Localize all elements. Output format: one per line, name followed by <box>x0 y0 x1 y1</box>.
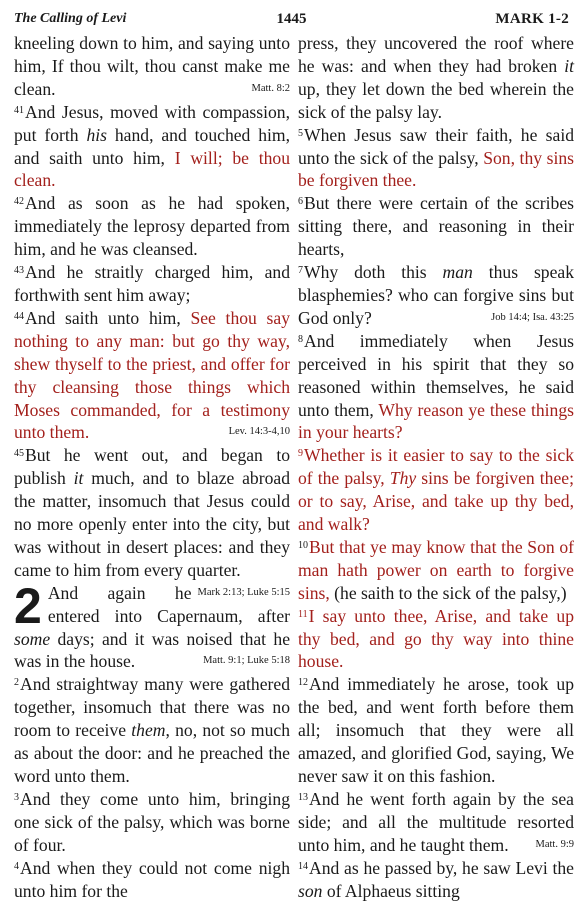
verse-text: And as soon as he had spoken, immediately the leprosy departed from him, and he was cleansed. <box>14 193 290 260</box>
verse-2-5 <box>298 124 574 193</box>
verse-number: 3 <box>14 791 19 803</box>
italic-word: it <box>564 55 574 76</box>
italic-word: it <box>73 468 84 489</box>
verse-text: But there were certain of the scribes sitting there, and reasoning in their hearts, <box>298 193 574 260</box>
italic-word: some <box>14 628 51 649</box>
verse-number: 10 <box>298 539 308 551</box>
verse-text: kneeling down to him, and saying unto him, If thou wilt, thou canst make me clean. <box>14 33 290 99</box>
verse-text: , no, not so much as about the door: and he preached the word unto them. <box>14 720 290 786</box>
verse-number: 6 <box>298 196 303 208</box>
words-of-jesus: Son, thy sins be forgiven thee. <box>298 147 575 191</box>
verse-number: 45 <box>14 448 24 460</box>
verse-number: 13 <box>298 791 308 803</box>
cross-reference: Matt. 9:9 <box>535 838 574 850</box>
words-of-jesus: But that ye may know that the Son of man hath power on earth to forgive sins, <box>298 536 574 603</box>
verse-text: press, they uncovered the roof where he was: and when they had broken <box>298 33 574 76</box>
verse-1-45 <box>14 444 290 598</box>
right-column <box>298 32 574 902</box>
verse-text: of Alphaeus sitting <box>322 880 460 901</box>
verse-number: 41 <box>14 104 24 116</box>
verse-number: 43 <box>14 265 24 277</box>
verse-number: 8 <box>298 333 303 345</box>
verse-number: 2 <box>14 677 19 689</box>
verse-1-43 <box>14 261 290 307</box>
verse-number: 4 <box>14 860 19 872</box>
verse-1-41 <box>14 101 290 193</box>
verse-text: And when they could not come nigh unto him for the <box>14 857 290 901</box>
verse-2-9 <box>298 444 574 536</box>
verse-2-7 <box>298 261 574 330</box>
italic-word: them <box>131 720 166 741</box>
verse-text: And he went forth again by the sea side; and all the multitude resorted unto him, and he taught them. <box>298 788 574 855</box>
words-of-jesus: Why reason ye these things in your hearts? <box>298 399 575 443</box>
verse-number: 14 <box>298 860 308 872</box>
verse-number: 12 <box>298 677 308 689</box>
verse-text: But he went out, and began to publish <box>14 445 290 489</box>
verse-2-4-continued <box>298 32 574 124</box>
verse-2-14 <box>298 857 574 902</box>
verse-1-42 <box>14 192 290 261</box>
words-of-jesus: I say unto thee, Arise, and take up thy bed, and go thy way into thine house. <box>298 605 574 672</box>
verse-1-40-continued <box>14 32 290 101</box>
verse-2-2 <box>14 673 290 788</box>
verse-2-4 <box>14 857 290 902</box>
verse-number: 42 <box>14 196 24 208</box>
verse-text: And straightway many were gathered together, insomuch that there was no room to receive <box>14 674 290 741</box>
verse-text: And Jesus, moved with compassion, put forth <box>14 101 290 145</box>
verse-text: Why doth this <box>304 262 443 283</box>
words-of-jesus: I will; be thou clean. <box>14 147 290 191</box>
verse-text: When Jesus saw their faith, he said unto the sick of the palsy, <box>298 124 574 168</box>
verse-2-8 <box>298 330 574 445</box>
verse-number: 44 <box>14 310 24 322</box>
cross-reference: Matt. 9:1; Luke 5:18 <box>203 655 290 667</box>
verse-2-12 <box>298 673 574 788</box>
italic-word: Thy <box>389 468 417 489</box>
verse-number: 11 <box>298 608 308 620</box>
cross-reference: Job 14:4; Isa. 43:25 <box>491 311 574 323</box>
section-title: The Calling of Levi <box>14 11 127 26</box>
chapter-number: 2 <box>14 577 42 634</box>
book-range: MARK 1-2 <box>495 11 569 27</box>
italic-word: son <box>298 880 323 901</box>
verse-number: 5 <box>298 127 303 139</box>
verse-text: days; and it was noised that he was in the house. <box>14 628 290 672</box>
verse-text: thus speak blasphemies? who can forgive sins but God only? <box>298 262 575 328</box>
page-number: 1445 <box>276 11 307 27</box>
verse-1-44 <box>14 307 290 444</box>
cross-reference: Matt. 8:2 <box>251 82 290 94</box>
verse-2-11 <box>298 605 574 674</box>
page-header <box>14 6 569 32</box>
verse-2-13 <box>298 788 574 857</box>
verse-2-3 <box>14 788 290 857</box>
verse-number: 9 <box>298 448 303 460</box>
cross-reference: Mark 2:13; Luke 5:15 <box>197 586 290 598</box>
verse-text: hand, and touched him, and saith unto him, <box>14 124 290 168</box>
verse-text: And again he entered into Capernaum, after <box>47 582 290 626</box>
words-of-jesus: sins be forgiven thee; or to say, Arise, and take up thy bed, and walk? <box>298 468 574 535</box>
verse-text: And they come unto him, bringing one sick of the palsy, which was borne of four. <box>14 788 290 855</box>
verse-2-6 <box>298 192 574 261</box>
verse-text: (he saith to the sick of the palsy,) <box>329 582 567 603</box>
verse-text: And he straitly charged him, and forthwith sent him away; <box>14 262 290 305</box>
words-of-jesus: Whether is it easier to say to the sick of the palsy, <box>298 445 574 489</box>
verse-text: up, they let down the bed wherein the sick of the palsy lay. <box>298 78 574 122</box>
verse-2-10 <box>298 536 574 605</box>
italic-word: man <box>442 262 473 283</box>
italic-word: his <box>86 124 107 145</box>
verse-text: And as he passed by, he saw Levi the <box>309 857 574 878</box>
left-column <box>14 32 290 902</box>
cross-reference: Lev. 14:3-4,10 <box>228 426 290 438</box>
words-of-jesus: See thou say nothing to any man: but go thy way, shew thyself to the priest, and offer for thy cleansing those things which Moses commanded, for a testimony unto them. <box>14 307 290 443</box>
verse-text: much, and to blaze abroad the matter, insomuch that Jesus could no more openly enter into the city, but was without in desert places: and they came to him from every quarter. <box>14 468 290 580</box>
verse-text: And immediately when Jesus perceived in his spirit that they so reasoned within themselves, he said unto them, <box>298 330 574 420</box>
verse-text: And immediately he arose, took up the bed, and went forth before them all; insomuch that they were all amazed, and glorified God, saying, We never saw it on this fashion. <box>298 674 574 786</box>
verse-number: 7 <box>298 265 303 277</box>
verse-text: And saith unto him, <box>25 307 191 328</box>
